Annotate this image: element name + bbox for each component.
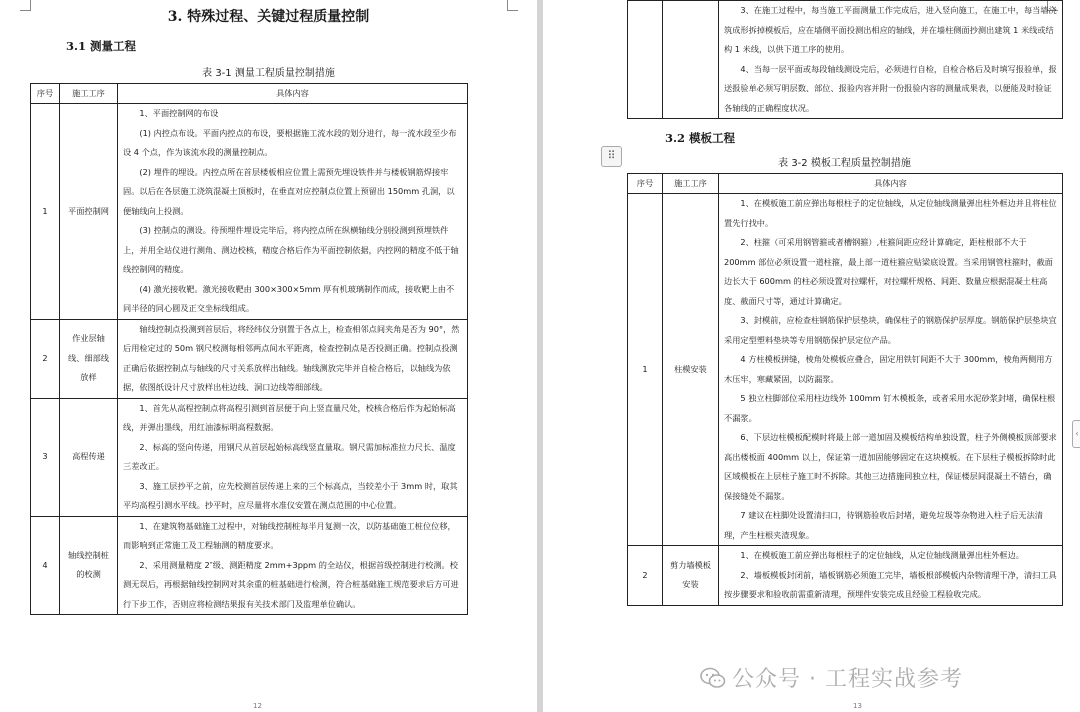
cell-process-name: 轴线控制桩的校测 — [60, 516, 118, 615]
content-paragraph: (1) 内控点布设。平面内控点的布设，要根据施工流水段的划分进行，每一流水段至少布设 4 个点，作为该流水段的测量控制点。 — [123, 127, 457, 157]
document-page-left — [0, 0, 537, 712]
table-caption: 表 3-1 测量工程质量控制措施 — [202, 68, 335, 79]
continued-table — [627, 0, 1063, 119]
content-paragraph: 6、下层边柱模板配模时将最上部一道加固及模板结构单独设置，柱子外侧模板顶部要求高出楼板面 400mm 以上，保证第一道加固能够固定在这块模板。在下层柱子模板拆除时此区域模板在上层柱子施工时不拆除。其他三边措施同独立柱，保证楼层间混凝土不错台，确保接缝处不漏浆。 — [724, 432, 1057, 501]
content-paragraph: 4、当每一层平面或每段轴线测设完后，必须进行自检，自检合格后及时填写报验单，报送报验单必须写明层数、部位、报验内容并附一份报验内容的测量成果表，以便能及时验证各轴线的正确程度状况。 — [724, 63, 1057, 113]
watermark — [700, 662, 963, 693]
cell-process-name: 高程传递 — [60, 398, 118, 516]
cell-content — [118, 104, 468, 320]
content-paragraph: 3、封模前，应检查柱钢筋保护层垫块，确保柱子的钢筋保护层厚度。钢筋保护层垫块宜采用定型塑料垫块等专用钢筋保护层定位产品。 — [724, 315, 1057, 345]
content-paragraph: 轴线控制点投测到首层后，将经纬仪分别置于各点上，检查相邻点间夹角是否为 90°，然后用检定过的 50m 钢尺校测每相邻两点间水平距离，检查控制点是否投测正确。控制点投测正确后依据控制点与轴线的尺寸关系放样出轴线。轴线测放完毕并自检合格后，以轴线为依据，依图纸设计尺寸放样出柱边线、洞口边线等细部线。 — [123, 323, 460, 392]
table-row — [31, 398, 468, 516]
cell-content — [118, 398, 468, 516]
cell-row-number: 1 — [31, 104, 60, 320]
chapter-title: 3. 特殊过程、关键过程质量控制 — [167, 9, 370, 25]
content-paragraph: 1、在模板施工前应弹出每根柱子的定位轴线，从定位轴线测量弹出柱外框边并且将柱位置先行找中。 — [724, 198, 1057, 228]
continued-content-cell — [719, 1, 1063, 119]
content-paragraph: 1、首先从高程控制点将高程引测到首层便于向上竖直量尺处，校核合格后作为起始标高线，并弹出墨线，用红油漆标明高程数据。 — [123, 402, 456, 432]
content-paragraph: 2、采用测量精度 2″级、测距精度 2mm+3ppm 的全站仪，根据首级控制进行校测。校测无误后，再根据轴线控制网对其余重的桩基础进行检测，符合桩基础施工规范要求后方可进行下步工作，否则应将检测结果报有关技术部门及监理单位确认。 — [123, 559, 459, 609]
content-paragraph: 2、柱箍（可采用钢管箍或者槽钢箍）,柱箍间距应经计算确定，距柱根部不大于 200mm 部位必须设置一道柱箍，最上部一道柱箍应贴梁底设置。当采用钢管柱箍时，截面边长大于 600mm 的柱必须设置对拉螺杆，对拉螺杆规格、间距、数量应根据混凝土柱高度、截面尺寸等，通过计算确定。 — [724, 237, 1053, 306]
header-content: 具体内容 — [719, 174, 1063, 194]
measurement-quality-table — [30, 83, 468, 615]
cell-content — [719, 546, 1063, 606]
header-content: 具体内容 — [118, 84, 468, 104]
cell-process-name: 剪力墙模板安装 — [663, 546, 719, 606]
header-process: 施工工序 — [663, 174, 719, 194]
cell-row-number: 2 — [31, 319, 60, 398]
header-no: 序号 — [628, 174, 663, 194]
table-caption: 表 3-2 模板工程质量控制措施 — [778, 158, 911, 169]
content-paragraph: 7 建议在柱脚处设置清扫口，待钢筋验收后封堵，避免垃圾等杂物进入柱子后无法清理，产生柱根夹渣现象。 — [724, 510, 1043, 540]
content-paragraph: 1、平面控制网的布设 — [139, 108, 219, 118]
side-panel-toggle[interactable]: ‹ — [1072, 420, 1080, 448]
table-row — [31, 516, 468, 615]
cell-empty — [628, 1, 663, 119]
content-paragraph: 3、施工层抄平之前，应先校测首层传递上来的三个标高点，当较差小于 3mm 时，取其平均高程引测水平线。抄平时，应尽量将水准仪安置在测点范围的中心位置。 — [123, 480, 458, 510]
content-paragraph: 2、墙板模板封闭前，墙板钢筋必须施工完毕，墙板根部模板内杂物清理干净，清扫工具按步骤要求和验收前需重新清理，预埋件安装完成且经验工程验收完成。 — [724, 569, 1057, 599]
formwork-quality-table — [627, 173, 1063, 606]
header-process: 施工工序 — [60, 84, 118, 104]
watermark-text: 公众号 · 工程实战参考 — [732, 667, 963, 692]
section-heading: 3.2 模板工程 — [665, 131, 736, 145]
cell-row-number: 2 — [628, 546, 663, 606]
content-paragraph: 1、在模板施工前应弹出每根柱子的定位轴线，从定位轴线测量弹出柱外框边。 — [740, 550, 1024, 560]
table-row — [628, 546, 1063, 606]
cell-empty — [663, 1, 719, 119]
cell-row-number: 3 — [31, 398, 60, 516]
header-no: 序号 — [31, 84, 60, 104]
page-number: 13 — [853, 702, 862, 710]
cell-process-name: 平面控制网 — [60, 104, 118, 320]
document-page-right — [543, 0, 1080, 712]
cell-process-name: 柱模安装 — [663, 194, 719, 546]
content-paragraph: (3) 控制点的测设。待预埋件埋设完毕后，将内控点所在纵横轴线分别投测到预埋铁件上，并用全站仪进行测角、测边校核，精度合格后作为平面控制依据，内控网的精度不低于轴线控制网的精度。 — [123, 225, 459, 274]
cell-row-number: 4 — [31, 516, 60, 615]
cell-content — [118, 516, 468, 615]
content-paragraph: 2、标高的竖向传递，用钢尺从首层起始标高线竖直量取。钢尺需加标准拉力尺长、温度三差改正。 — [123, 441, 456, 471]
content-paragraph: (4) 激光接收靶。激光接收靶由 300×300×5mm 厚有机玻璃制作而成，接收靶上由不同半径的同心圆及正交坐标线组成。 — [123, 283, 455, 313]
content-paragraph: 1、在建筑物基础施工过程中，对轴线控制桩每半月复测一次，以防基础施工桩位位移，而影响到正常施工及工程轴测的精度要求。 — [123, 520, 456, 550]
table-row — [31, 104, 468, 320]
cell-content — [118, 319, 468, 398]
drag-handle-icon[interactable]: ⠿ — [601, 146, 622, 167]
table-row — [31, 319, 468, 398]
section-heading: 3.1 测量工程 — [66, 39, 137, 53]
page-number: 12 — [253, 702, 262, 710]
cell-content — [719, 194, 1063, 546]
content-paragraph: 3、在施工过程中，每当施工平面测量工作完成后，进入竖向施工，在施工中，每当墙浇筑成形拆掉模板后，应在墙侧平面投测出相应的轴线，并在墙柱侧面抄测出建筑 1 米线或结构 1 米线，以供下道工序的使用。 — [724, 5, 1057, 54]
cell-process-name: 作业层轴线、细部线放样 — [60, 319, 118, 398]
content-paragraph: 4 方柱模板拼缝，棱角处模板应叠合，固定用铁钉间距不大于 300mm，棱角两侧用方木压牢，寒藏紧固，以防漏浆。 — [724, 354, 1053, 384]
content-paragraph: (2) 埋件的埋设。内控点所在首层楼板相应位置上需预先埋设铁件并与楼板钢筋焊接牢固。以后在各层施工浇筑混凝土顶板时，在垂直对应控制点位置上预留出 150mm 孔洞，以便轴线向上投测。 — [123, 166, 455, 216]
cell-row-number: 1 — [628, 194, 663, 546]
wechat-logo-icon — [700, 665, 726, 691]
table-row — [628, 194, 1063, 546]
content-paragraph: 5 独立柱脚部位采用柱边线外 100mm 钉木模板条，或者采用水泥砂浆封堵，确保柱根不漏浆。 — [724, 393, 1056, 423]
